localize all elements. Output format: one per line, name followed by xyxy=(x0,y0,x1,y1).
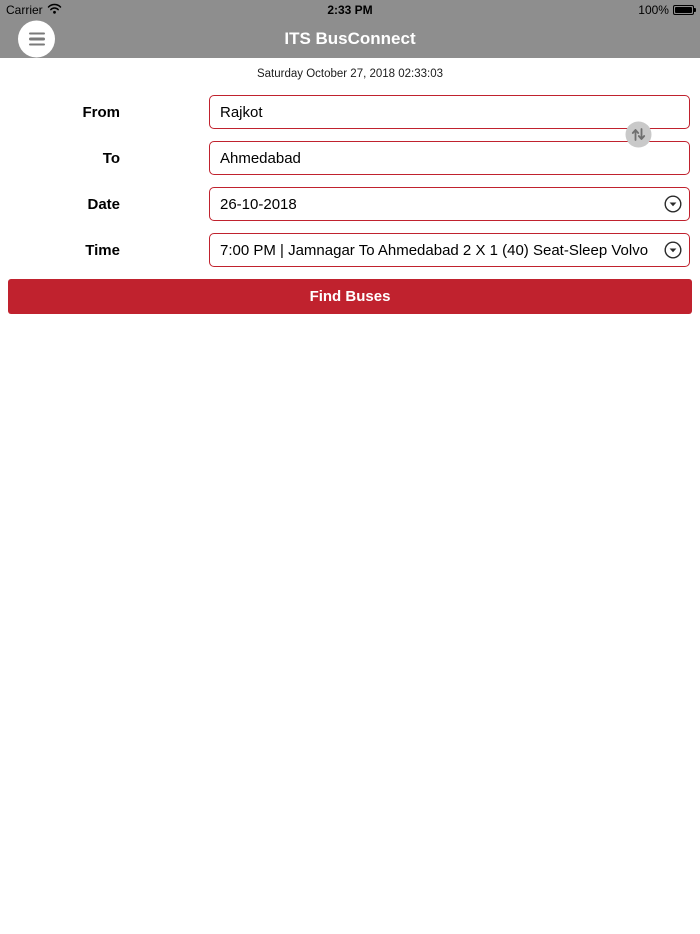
date-dropdown-icon[interactable] xyxy=(664,195,682,213)
time-dropdown-icon[interactable] xyxy=(664,241,682,259)
page-title: ITS BusConnect xyxy=(284,29,416,48)
from-input[interactable] xyxy=(209,95,690,129)
find-buses-button[interactable]: Find Buses xyxy=(8,279,692,314)
date-field-wrap xyxy=(209,187,690,221)
time-input[interactable] xyxy=(209,233,690,267)
to-input[interactable] xyxy=(209,141,690,175)
time-label: Time xyxy=(85,241,120,259)
swap-icon xyxy=(625,136,652,151)
search-form xyxy=(0,95,700,314)
nav-bar xyxy=(0,20,700,58)
time-field-wrap xyxy=(209,233,690,267)
date-input[interactable] xyxy=(209,187,690,221)
current-datetime: Saturday October 27, 2018 02:33:03 xyxy=(256,68,444,80)
to-row xyxy=(0,141,690,175)
from-row xyxy=(0,95,690,129)
carrier-label: Carrier xyxy=(6,3,43,17)
from-label: From xyxy=(82,103,120,121)
status-time: 2:33 PM xyxy=(327,3,373,17)
date-row xyxy=(0,187,690,221)
date-label: Date xyxy=(87,195,120,213)
status-bar xyxy=(0,0,700,20)
to-label: To xyxy=(102,149,120,167)
battery-icon xyxy=(673,5,694,15)
to-field-wrap xyxy=(209,141,690,175)
swap-from-to-button[interactable] xyxy=(625,121,652,148)
battery-percent-label: 100% xyxy=(638,3,669,17)
time-row xyxy=(0,233,690,267)
from-field-wrap xyxy=(209,95,690,129)
wifi-icon xyxy=(47,3,62,17)
